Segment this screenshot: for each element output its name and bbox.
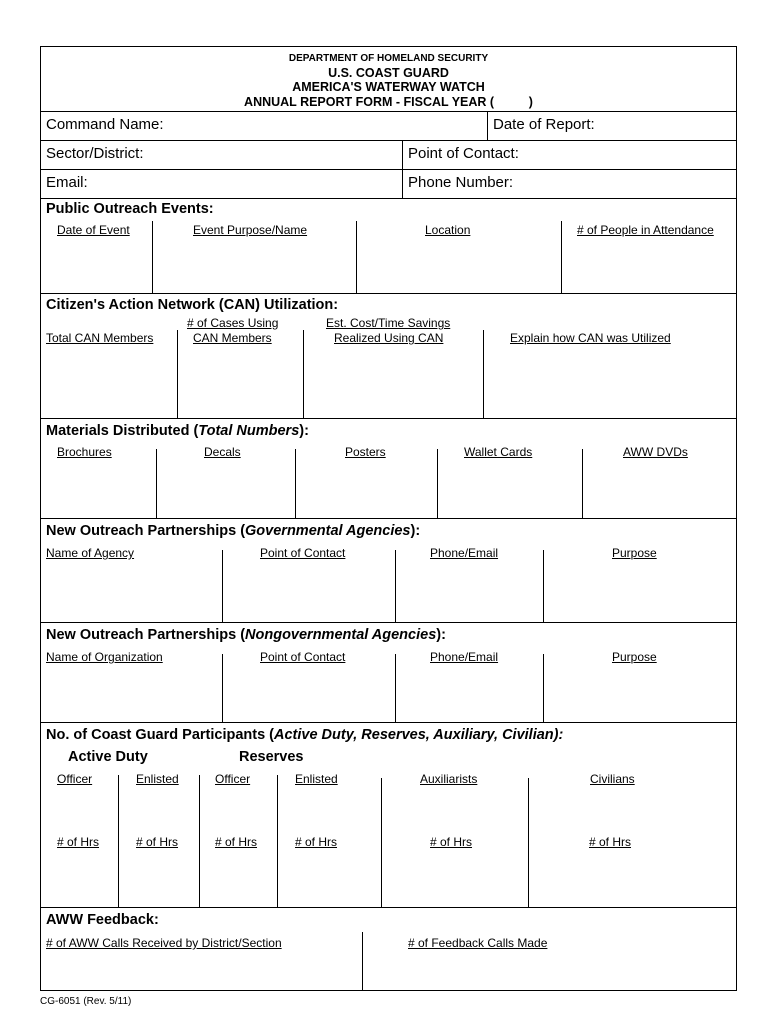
hrs-res-officer: # of Hrs <box>215 835 258 849</box>
col-civilians: Civilians <box>590 772 635 786</box>
date-of-report-field[interactable]: Date of Report: <box>493 116 595 133</box>
col-ad-officer: Officer <box>57 772 93 786</box>
hrs-ad-officer: # of Hrs <box>57 835 100 849</box>
col-total-can-members: Total CAN Members <box>46 331 154 345</box>
hrs-civilians: # of Hrs <box>589 835 632 849</box>
col-attendance: # of People in Attendance <box>577 223 714 237</box>
form-title: ANNUAL REPORT FORM - FISCAL YEAR ( ) <box>244 95 533 109</box>
col-nongov-phone-email: Phone/Email <box>430 650 499 664</box>
hrs-ad-enlisted: # of Hrs <box>136 835 179 849</box>
sector-district-field[interactable]: Sector/District: <box>46 145 144 162</box>
col-wallet-cards: Wallet Cards <box>464 445 533 459</box>
col-auxiliarists: Auxiliarists <box>420 772 478 786</box>
col-aww-dvds: AWW DVDs <box>623 445 688 459</box>
col-name-of-agency: Name of Agency <box>46 546 135 560</box>
program-heading: AMERICA'S WATERWAY WATCH <box>292 80 485 94</box>
col-gov-point-of-contact: Point of Contact <box>260 546 346 560</box>
col-posters: Posters <box>345 445 386 459</box>
col-name-of-organization: Name of Organization <box>46 650 163 664</box>
phone-number-field[interactable]: Phone Number: <box>408 174 514 191</box>
col-date-of-event: Date of Event <box>57 223 130 237</box>
col-aww-calls-received: # of AWW Calls Received by District/Section <box>46 936 282 950</box>
nongov-section-title: New Outreach Partnerships (Nongovernmental Agencies): <box>46 627 446 643</box>
col-res-officer: Officer <box>215 772 251 786</box>
col-cost-savings-line2: Realized Using CAN <box>334 331 444 345</box>
point-of-contact-field[interactable]: Point of Contact: <box>408 145 519 162</box>
col-feedback-calls-made: # of Feedback Calls Made <box>408 936 548 950</box>
materials-section-title: Materials Distributed (Total Numbers): <box>46 423 309 439</box>
feedback-section-title: AWW Feedback: <box>46 912 159 928</box>
dept-heading: DEPARTMENT OF HOMELAND SECURITY <box>288 53 489 64</box>
participants-section-title: No. of Coast Guard Participants (Active Duty, Reserves, Auxiliary, Civilian): <box>46 727 564 743</box>
col-explain-can: Explain how CAN was Utilized <box>510 331 671 345</box>
col-ad-enlisted: Enlisted <box>136 772 179 786</box>
col-nongov-point-of-contact: Point of Contact <box>260 650 346 664</box>
col-cases-using-line2: CAN Members <box>193 331 272 345</box>
col-brochures: Brochures <box>57 445 112 459</box>
hrs-res-enlisted: # of Hrs <box>295 835 338 849</box>
can-section-title: Citizen's Action Network (CAN) Utilization: <box>46 297 339 313</box>
col-nongov-purpose: Purpose <box>612 650 657 664</box>
agency-heading: U.S. COAST GUARD <box>328 66 449 80</box>
col-cases-using-line1: # of Cases Using <box>187 316 279 330</box>
col-cost-savings-line1: Est. Cost/Time Savings <box>326 316 451 330</box>
reserves-heading: Reserves <box>239 749 304 765</box>
email-field[interactable]: Email: <box>46 174 88 191</box>
hrs-auxiliarists: # of Hrs <box>430 835 473 849</box>
active-duty-heading: Active Duty <box>68 749 148 765</box>
col-gov-purpose: Purpose <box>612 546 657 560</box>
outreach-section-title: Public Outreach Events: <box>46 201 214 217</box>
col-location: Location <box>425 223 471 237</box>
command-name-field[interactable]: Command Name: <box>46 116 164 133</box>
col-decals: Decals <box>204 445 241 459</box>
col-res-enlisted: Enlisted <box>295 772 338 786</box>
col-gov-phone-email: Phone/Email <box>430 546 499 560</box>
gov-section-title: New Outreach Partnerships (Governmental Agencies): <box>46 523 421 539</box>
col-event-purpose: Event Purpose/Name <box>193 223 308 237</box>
form-number: CG-6051 (Rev. 5/11) <box>40 996 132 1007</box>
